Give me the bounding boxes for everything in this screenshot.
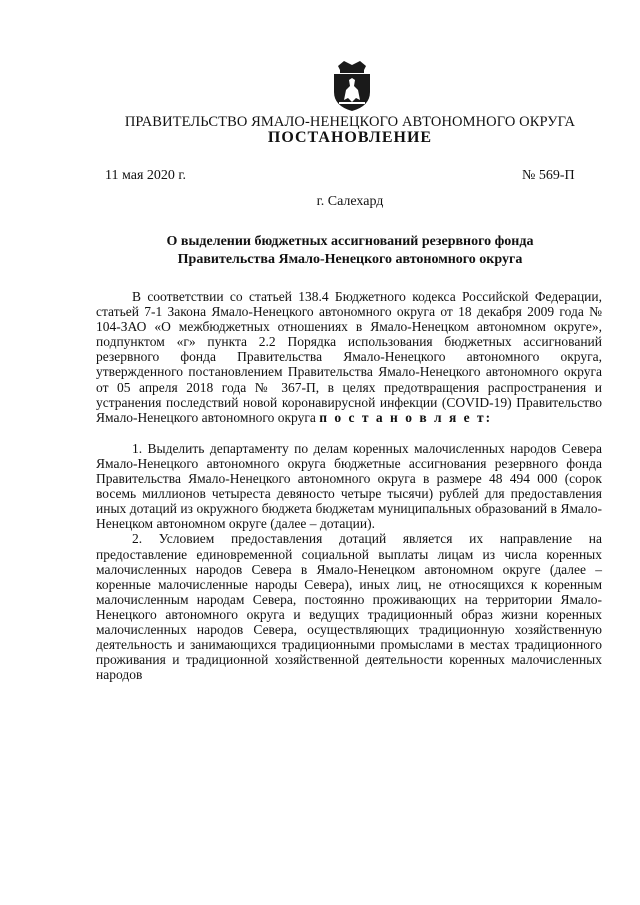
document-city: г. Салехард xyxy=(316,194,384,209)
preamble-text: В соответствии со статьей 138.4 Бюджетного кодекса Российской Федерации, статьей 7-1 Закона Ямало-Ненецкого автономного округа от 18 декабря 2009 года № 104-ЗАО «О межбюджетных отношениях в Ямало-Ненецком автономном округе», подпунктом «г» пункта 2.2 Порядка использования бюджетных ассигнований резервного фонда Правительства Ямало-Ненецкого автономного округа, утвержденного постановлением Правительства Ямало-Ненецкого автономного округа от 05 апреля 2018 года № 367-П, в целях предотвращения распространения и устранения последствий новой коронавирусной инфекции (COVID-19) Правительство Ямало-Ненецкого автономного округа xyxy=(96,289,602,425)
organization-name: ПРАВИТЕЛЬСТВО ЯМАЛО-НЕНЕЦКОГО АВТОНОМНОГО ОКРУГА xyxy=(124,114,576,130)
resolves-word: п о с т а н о в л я е т: xyxy=(319,409,493,425)
document-type: ПОСТАНОВЛЕНИЕ xyxy=(267,129,433,146)
document-number: № 569-П xyxy=(522,168,575,183)
document-title xyxy=(0,233,640,269)
document-date: 11 мая 2020 г. xyxy=(105,168,187,183)
item-1-paragraph: 1. Выделить департаменту по делам коренных малочисленных народов Севера Ямало-Ненецкого автономного округа бюджетные ассигнования резервного фонда Правительства Ямало-Ненецкого автономного округа в размере 48 494 000 (сорок восемь миллионов четыреста девяносто четыре тысячи) рублей для предоставления иных дотаций из окружного бюджета бюджетам муниципальных образований в Ямало-Ненецком автономном округе (далее – дотации). xyxy=(96,440,602,532)
document-body xyxy=(96,289,602,682)
preamble-paragraph xyxy=(96,289,602,425)
item-2-paragraph: 2. Условием предоставления дотаций является их направление на предоставление единовременной социальной выплаты лицам из числа коренных малочисленных народов Севера в Ямало-Ненецком автономном округе (далее – коренные малочисленные народы Севера), иных лиц, не относящихся к коренным малочисленным народам Севера, постоянно проживающих на территории Ямало-Ненецкого автономного округа и ведущих традиционный образ жизни коренных малочисленных народов Севера, осуществляющих традиционную хозяйственную деятельность и занимающихся традиционными промыслами в местах традиционного проживания и традиционной хозяйственной деятельности коренных малочисленных народов xyxy=(96,531,602,683)
title-line-1: О выделении бюджетных ассигнований резервного фонда xyxy=(166,234,534,249)
coat-of-arms-icon xyxy=(330,60,374,112)
title-line-2: Правительства Ямало-Ненецкого автономного округа xyxy=(177,252,523,267)
